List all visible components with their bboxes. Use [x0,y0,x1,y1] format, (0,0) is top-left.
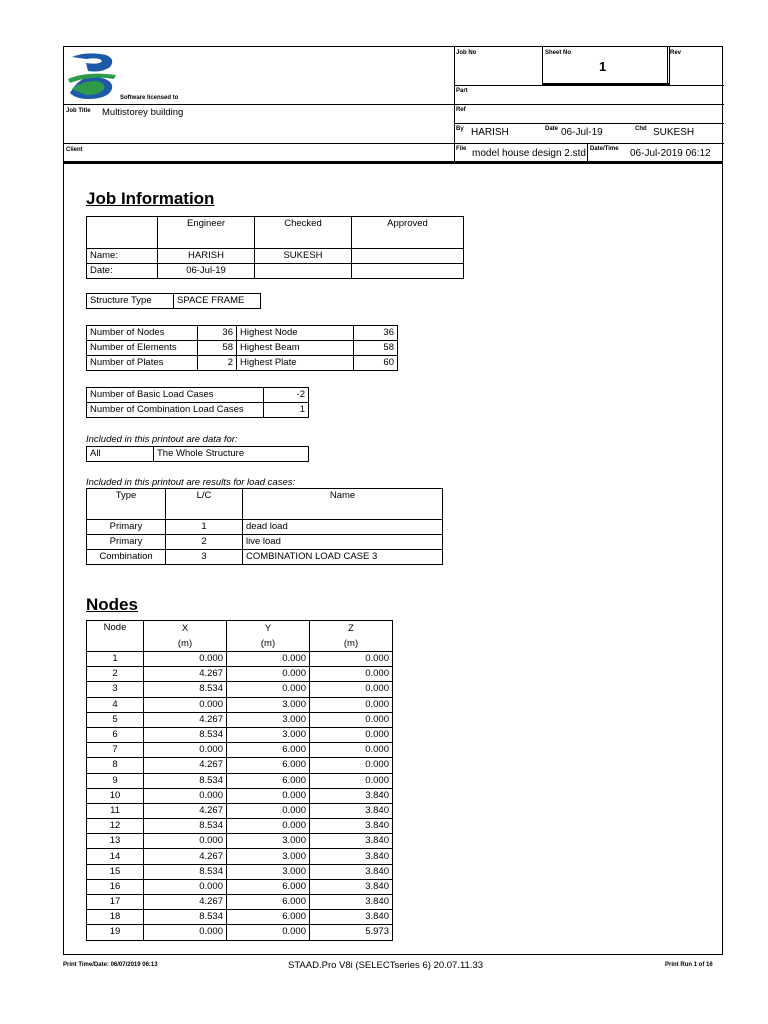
table-row [87,849,393,864]
node-y: 6.000 [227,743,310,758]
node-y: 0.000 [227,803,310,818]
nodes-table [86,620,393,941]
job-information-title: Job Information [86,189,215,208]
lc-number: 3 [166,550,243,565]
node-id: 18 [87,910,144,925]
col-z: Z (m) [310,621,393,652]
part-label: Part [456,88,468,94]
node-x: 0.000 [144,697,227,712]
chd-label: Chd [635,126,647,132]
node-y: 6.000 [227,879,310,894]
node-id: 16 [87,879,144,894]
node-y: 0.000 [227,652,310,667]
node-z: 0.000 [310,727,393,742]
col-type: Type [87,489,166,520]
node-y: 3.000 [227,697,310,712]
node-z: 0.000 [310,743,393,758]
node-x: 4.267 [144,849,227,864]
sheet-no-label: Sheet No [545,50,572,56]
node-x: 4.267 [144,667,227,682]
nodes-count-label: Number of Nodes [87,326,198,341]
node-id: 4 [87,697,144,712]
by-label: By [456,126,464,132]
job-no-label: Job No [456,50,477,56]
structure-type-label: Structure Type [87,294,174,309]
lc-type: Primary [87,520,166,535]
col-x: X (m) [144,621,227,652]
print-time: Print Time/Date: 06/07/2019 06:13 [63,962,158,968]
node-z: 3.840 [310,834,393,849]
node-id: 12 [87,819,144,834]
col-name: Name [243,489,443,520]
table-row [87,727,393,742]
included-all: All [87,447,154,462]
table-row [87,667,393,682]
node-z: 0.000 [310,652,393,667]
node-z: 3.840 [310,895,393,910]
combo-load-count: 1 [264,403,309,418]
node-y: 6.000 [227,910,310,925]
job-info-table [86,216,464,279]
basic-load-count: -2 [264,388,309,403]
included-results-caption: Included in this printout are results for load cases: [86,477,296,488]
node-x: 8.534 [144,682,227,697]
node-y: 6.000 [227,758,310,773]
node-id: 10 [87,788,144,803]
table-row [87,925,393,940]
node-y: 6.000 [227,895,310,910]
node-x: 0.000 [144,925,227,940]
combo-load-label: Number of Combination Load Cases [87,403,264,418]
table-row [87,682,393,697]
rev-label: Rev [670,50,682,56]
table-row [87,879,393,894]
table-row [87,652,393,667]
software-licensed-label: Software licensed to [120,95,179,101]
node-id: 6 [87,727,144,742]
table-row [87,743,393,758]
node-y: 3.000 [227,864,310,879]
node-y: 6.000 [227,773,310,788]
node-id: 19 [87,925,144,940]
node-id: 8 [87,758,144,773]
col-lc: L/C [166,489,243,520]
node-x: 4.267 [144,758,227,773]
node-x: 4.267 [144,895,227,910]
job-title-value: Multistorey building [102,107,184,118]
node-z: 0.000 [310,667,393,682]
node-z: 0.000 [310,697,393,712]
col-node: Node [87,621,144,652]
elements-count: 58 [198,341,237,356]
node-x: 4.267 [144,712,227,727]
row-date-label: Date: [87,264,158,279]
sheet-header [63,46,723,162]
by-value: HARISH [471,127,509,138]
lc-type: Primary [87,535,166,550]
node-id: 15 [87,864,144,879]
included-data-caption: Included in this printout are data for: [86,434,238,445]
ref-label: Ref [456,107,466,113]
elements-count-label: Number of Elements [87,341,198,356]
structure-type-table [86,293,261,309]
load-case-results-table [86,488,443,565]
node-id: 11 [87,803,144,818]
included-data-table [86,446,309,462]
highest-plate: 60 [354,356,398,371]
node-y: 0.000 [227,682,310,697]
print-run: Print Run 1 of 16 [665,962,713,968]
node-x: 4.267 [144,803,227,818]
node-x: 8.534 [144,773,227,788]
engineer-date: 06-Jul-19 [158,264,255,279]
node-x: 0.000 [144,879,227,894]
file-label: File [456,146,467,152]
node-z: 0.000 [310,758,393,773]
node-x: 8.534 [144,819,227,834]
lc-number: 2 [166,535,243,550]
node-y: 0.000 [227,925,310,940]
node-z: 3.840 [310,819,393,834]
node-z: 0.000 [310,682,393,697]
lc-type: Combination [87,550,166,565]
node-id: 1 [87,652,144,667]
node-x: 0.000 [144,743,227,758]
counts-table [86,325,398,371]
lc-name: dead load [243,520,443,535]
node-z: 5.973 [310,925,393,940]
job-title-label: Job Title [66,108,91,114]
node-z: 3.840 [310,864,393,879]
highest-beam-label: Highest Beam [237,341,354,356]
date-value: 06-Jul-19 [561,127,603,138]
node-y: 3.000 [227,834,310,849]
table-row [87,773,393,788]
node-y: 0.000 [227,788,310,803]
node-z: 3.840 [310,879,393,894]
col-checked: Checked [255,217,352,249]
file-value: model house design 2.std [472,148,586,159]
node-x: 0.000 [144,788,227,803]
node-id: 5 [87,712,144,727]
node-z: 3.840 [310,849,393,864]
highest-plate-label: Highest Plate [237,356,354,371]
node-z: 0.000 [310,712,393,727]
col-engineer: Engineer [158,217,255,249]
lc-name: COMBINATION LOAD CASE 3 [243,550,443,565]
node-z: 0.000 [310,773,393,788]
node-id: 9 [87,773,144,788]
node-x: 0.000 [144,652,227,667]
date-label: Date [545,126,559,132]
basic-load-label: Number of Basic Load Cases [87,388,264,403]
node-y: 3.000 [227,849,310,864]
table-row [87,697,393,712]
plates-count: 2 [198,356,237,371]
node-y: 0.000 [227,819,310,834]
node-id: 17 [87,895,144,910]
node-y: 0.000 [227,667,310,682]
software-version: STAAD.Pro V8i (SELECTseries 6) 20.07.11.33 [288,960,484,971]
client-label: Client [66,147,83,153]
highest-node-label: Highest Node [237,326,354,341]
table-row [87,758,393,773]
table-row [87,819,393,834]
node-x: 0.000 [144,834,227,849]
row-name-label: Name: [87,249,158,264]
node-id: 2 [87,667,144,682]
node-x: 8.534 [144,864,227,879]
table-row [87,864,393,879]
col-y: Y (m) [227,621,310,652]
sheet-no-value: 1 [599,59,607,74]
table-row [87,834,393,849]
table-row [87,712,393,727]
load-cases-table [86,387,309,418]
node-z: 3.840 [310,803,393,818]
datetime-value: 06-Jul-2019 06:12 [630,148,711,159]
datetime-label: Date/Time [590,146,619,152]
node-z: 3.840 [310,910,393,925]
highest-node: 36 [354,326,398,341]
nodes-title: Nodes [86,595,138,614]
node-id: 3 [87,682,144,697]
node-y: 3.000 [227,727,310,742]
node-id: 13 [87,834,144,849]
plates-count-label: Number of Plates [87,356,198,371]
engineer-name: HARISH [158,249,255,264]
highest-beam: 58 [354,341,398,356]
lc-number: 1 [166,520,243,535]
table-row [87,910,393,925]
structure-type-value: SPACE FRAME [174,294,261,309]
node-id: 7 [87,743,144,758]
node-y: 3.000 [227,712,310,727]
included-structure: The Whole Structure [154,447,309,462]
node-x: 8.534 [144,727,227,742]
nodes-count: 36 [198,326,237,341]
table-row [87,803,393,818]
chd-value: SUKESH [653,127,695,138]
node-x: 8.534 [144,910,227,925]
table-row [87,788,393,803]
lc-name: live load [243,535,443,550]
node-id: 14 [87,849,144,864]
col-approved: Approved [352,217,464,249]
node-z: 3.840 [310,788,393,803]
bentley-logo-icon [66,49,120,101]
table-row [87,895,393,910]
checked-name: SUKESH [255,249,352,264]
